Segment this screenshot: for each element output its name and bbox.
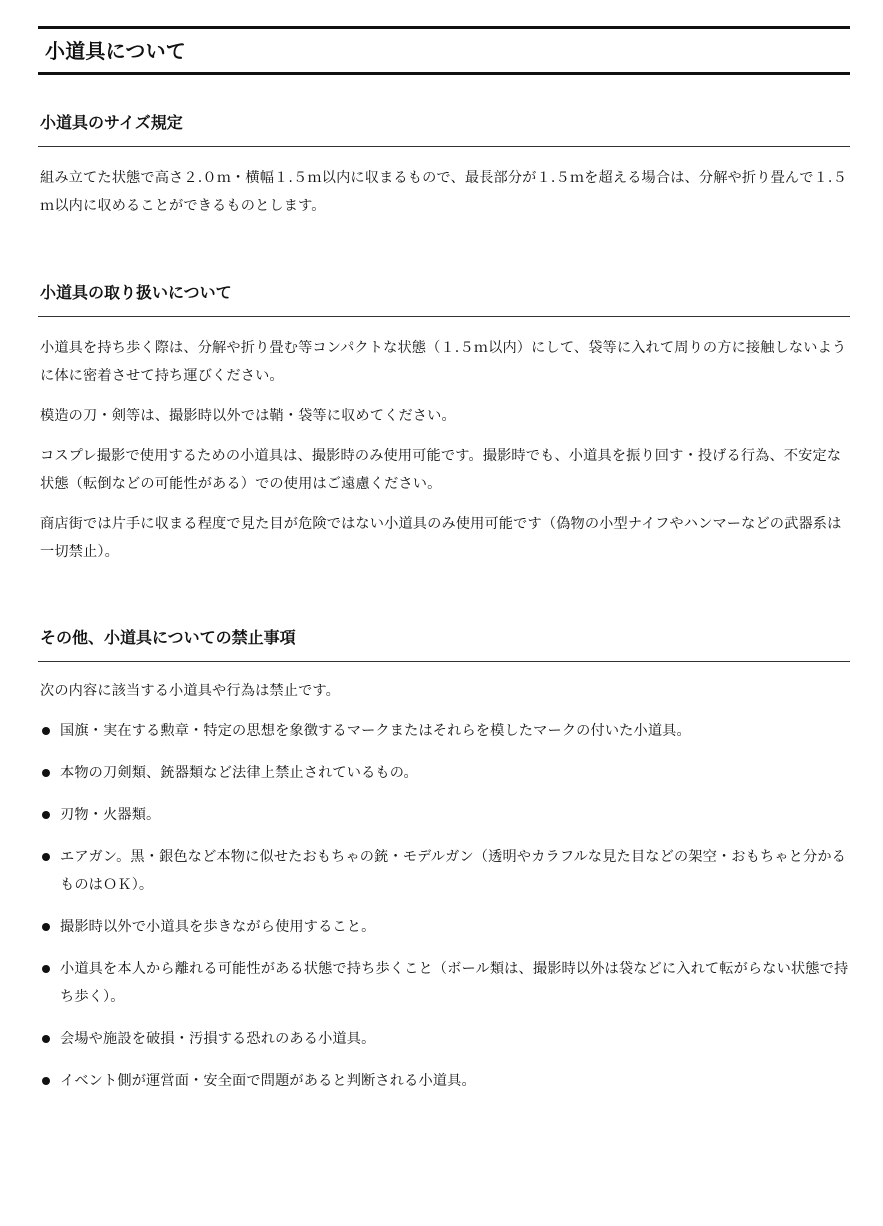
list-item	[38, 913, 850, 941]
paragraph: 小道具を持ち歩く際は、分解や折り畳む等コンパクトな状態（１.５ｍ以内）にして、袋等に入れて周りの方に接触しないように体に密着させて持ち運びください。	[40, 340, 847, 384]
paragraph: コスプレ撮影で使用するための小道具は、撮影時のみ使用可能です。撮影時でも、小道具を振り回す・投げる行為、不安定な状態（転倒などの可能性がある）での使用はご遠慮ください。	[40, 448, 842, 492]
list-item	[38, 717, 850, 745]
page	[0, 26, 883, 1226]
bullet-dot-icon	[42, 965, 50, 973]
section-header	[38, 100, 850, 147]
list-item	[38, 955, 850, 1011]
section-header	[38, 270, 850, 317]
section-prohibitions	[38, 615, 850, 1095]
page-title-bar	[38, 26, 850, 75]
prohibition-list	[38, 717, 850, 1095]
list-item-text: 小道具を本人から離れる可能性がある状態で持ち歩くこと（ボール類は、撮影時以外は袋などに入れて転がらない状態で持ち歩く）。	[60, 961, 849, 1005]
list-item-text: 撮影時以外で小道具を歩きながら使用すること。	[60, 919, 376, 935]
section-title: 小道具のサイズ規定	[40, 113, 183, 132]
paragraph: 模造の刀・剣等は、撮影時以外では鞘・袋等に収めてください。	[40, 408, 456, 424]
bullet-dot-icon	[42, 853, 50, 861]
list-item-text: 会場や施設を破損・汚損する恐れのある小道具。	[60, 1031, 376, 1047]
paragraph: 商店街では片手に収まる程度で見た目が危険ではない小道具のみ使用可能です（偽物の小型ナイフやハンマーなどの武器系は一切禁止）。	[40, 516, 842, 560]
section-title: 小道具の取り扱いについて	[40, 283, 232, 302]
bullet-dot-icon	[42, 923, 50, 931]
paragraph: 組み立てた状態で高さ２.０ｍ・横幅１.５ｍ以内に収まるもので、最長部分が１.５ｍを超える場合は、分解や折り畳んで１.５ｍ以内に収めることができるものとします。	[40, 170, 847, 214]
list-item	[38, 801, 850, 829]
section-header	[38, 615, 850, 662]
bullet-dot-icon	[42, 769, 50, 777]
list-item-text: 本物の刀剣類、銃器類など法律上禁止されているもの。	[60, 765, 418, 781]
list-item	[38, 843, 850, 899]
bullet-dot-icon	[42, 727, 50, 735]
section-intro: 次の内容に該当する小道具や行為は禁止です。	[40, 683, 340, 699]
page-title: 小道具について	[45, 38, 186, 63]
list-item	[38, 1067, 850, 1095]
list-item	[38, 759, 850, 787]
list-item-text: 刃物・火器類。	[60, 807, 161, 823]
list-item	[38, 1025, 850, 1053]
bullet-dot-icon	[42, 1035, 50, 1043]
list-item-text: イベント側が運営面・安全面で問題があると判断される小道具。	[60, 1073, 476, 1089]
bullet-dot-icon	[42, 1077, 50, 1085]
list-item-text: エアガン。黒・銀色など本物に似せたおもちゃの銃・モデルガン（透明やカラフルな見た目などの架空・おもちゃと分かるものはＯＫ）。	[60, 849, 847, 893]
bullet-dot-icon	[42, 811, 50, 819]
section-size-rules	[38, 100, 850, 220]
section-handling	[38, 270, 850, 566]
section-title: その他、小道具についての禁止事項	[40, 628, 296, 647]
list-item-text: 国旗・実在する勲章・特定の思想を象徴するマークまたはそれらを模したマークの付いた小道具。	[60, 723, 691, 739]
